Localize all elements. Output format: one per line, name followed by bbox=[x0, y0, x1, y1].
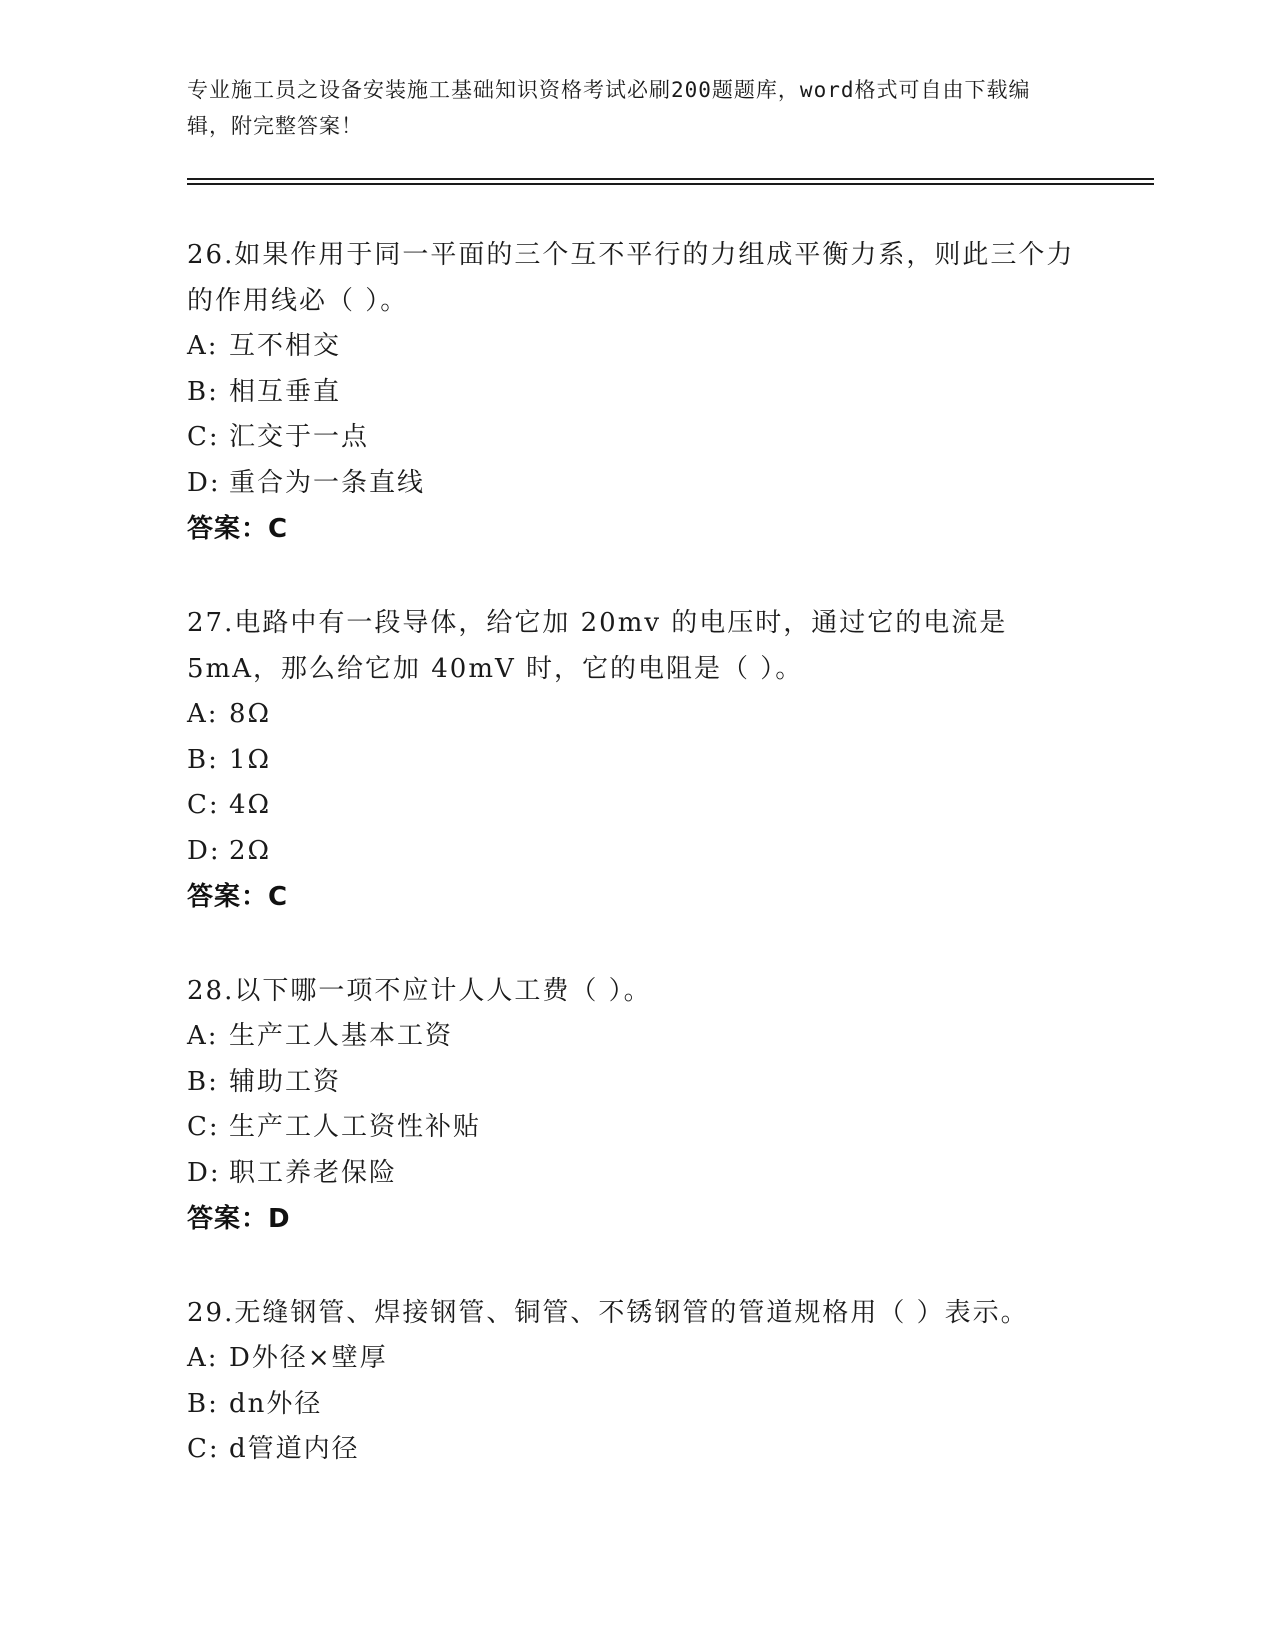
option-letter: D: bbox=[187, 467, 221, 498]
question-text: 28.以下哪一项不应计人人工费（ ）。 bbox=[187, 976, 652, 1006]
option-d bbox=[187, 829, 1087, 875]
question-text: 26.如果作用于同一平面的三个互不平行的力组成平衡力系，则此三个力的作用线必（ ）。 bbox=[187, 240, 1075, 316]
question-text: 29.无缝钢管、焊接钢管、铜管、不锈钢管的管道规格用（ ）表示。 bbox=[187, 1298, 1029, 1328]
option-letter: B: bbox=[187, 1066, 219, 1097]
option-c bbox=[187, 1427, 1087, 1473]
option-d bbox=[187, 1151, 1087, 1197]
option-b bbox=[187, 1382, 1087, 1428]
option-letter: B: bbox=[187, 744, 219, 775]
option-letter: D: bbox=[187, 1157, 221, 1188]
option-letter: C: bbox=[187, 1434, 220, 1464]
option-letter: A: bbox=[187, 1021, 219, 1051]
option-text: 生产工人工资性补贴 bbox=[229, 1112, 482, 1142]
question-text: 27.电路中有一段导体，给它加 20mv 的电压时，通过它的电流是 5mA，那么给它加 40mV 时，它的电阻是（ ）。 bbox=[187, 608, 1008, 684]
answer-label: 答案：C bbox=[187, 882, 289, 912]
option-b bbox=[187, 738, 1087, 784]
option-text: dn外径 bbox=[229, 1388, 323, 1419]
document-header: 专业施工员之设备安装施工基础知识资格考试必刷200题题库，word格式可自由下载编辑，附完整答案！ bbox=[187, 78, 1031, 138]
option-b bbox=[187, 1060, 1087, 1106]
option-text: 4Ω bbox=[229, 790, 272, 820]
option-letter: A: bbox=[187, 1343, 219, 1373]
question-item bbox=[187, 600, 1087, 920]
option-text: 2Ω bbox=[229, 835, 272, 866]
option-a bbox=[187, 692, 1087, 738]
option-letter: C: bbox=[187, 1112, 220, 1142]
option-letter: A: bbox=[187, 699, 219, 729]
option-a bbox=[187, 324, 1087, 370]
option-letter: D: bbox=[187, 835, 221, 866]
option-d bbox=[187, 461, 1087, 507]
answer-label: 答案：D bbox=[187, 1204, 291, 1234]
question-list bbox=[187, 232, 1087, 1521]
option-c bbox=[187, 415, 1087, 461]
question-item bbox=[187, 1290, 1087, 1473]
header-divider-bottom bbox=[187, 183, 1154, 185]
option-letter: B: bbox=[187, 376, 219, 407]
option-b bbox=[187, 370, 1087, 416]
option-text: 汇交于一点 bbox=[229, 422, 370, 452]
question-item bbox=[187, 968, 1087, 1242]
option-text: 相互垂直 bbox=[229, 376, 342, 407]
option-text: D外径×壁厚 bbox=[229, 1343, 388, 1373]
option-text: 8Ω bbox=[229, 699, 272, 729]
option-letter: B: bbox=[187, 1388, 219, 1419]
question-item bbox=[187, 232, 1087, 552]
option-text: d管道内径 bbox=[229, 1434, 360, 1464]
option-letter: A: bbox=[187, 331, 219, 361]
option-text: 互不相交 bbox=[229, 331, 342, 361]
option-text: 辅助工资 bbox=[229, 1066, 342, 1097]
option-text: 职工养老保险 bbox=[229, 1157, 398, 1188]
option-a bbox=[187, 1336, 1087, 1382]
option-a bbox=[187, 1014, 1087, 1060]
answer-label: 答案：C bbox=[187, 514, 289, 544]
option-letter: C: bbox=[187, 790, 220, 820]
option-letter: C: bbox=[187, 422, 220, 452]
option-text: 1Ω bbox=[229, 744, 272, 775]
option-text: 重合为一条直线 bbox=[229, 467, 426, 498]
header-divider-top bbox=[187, 178, 1154, 180]
option-c bbox=[187, 783, 1087, 829]
option-text: 生产工人基本工资 bbox=[229, 1021, 454, 1051]
option-c bbox=[187, 1105, 1087, 1151]
